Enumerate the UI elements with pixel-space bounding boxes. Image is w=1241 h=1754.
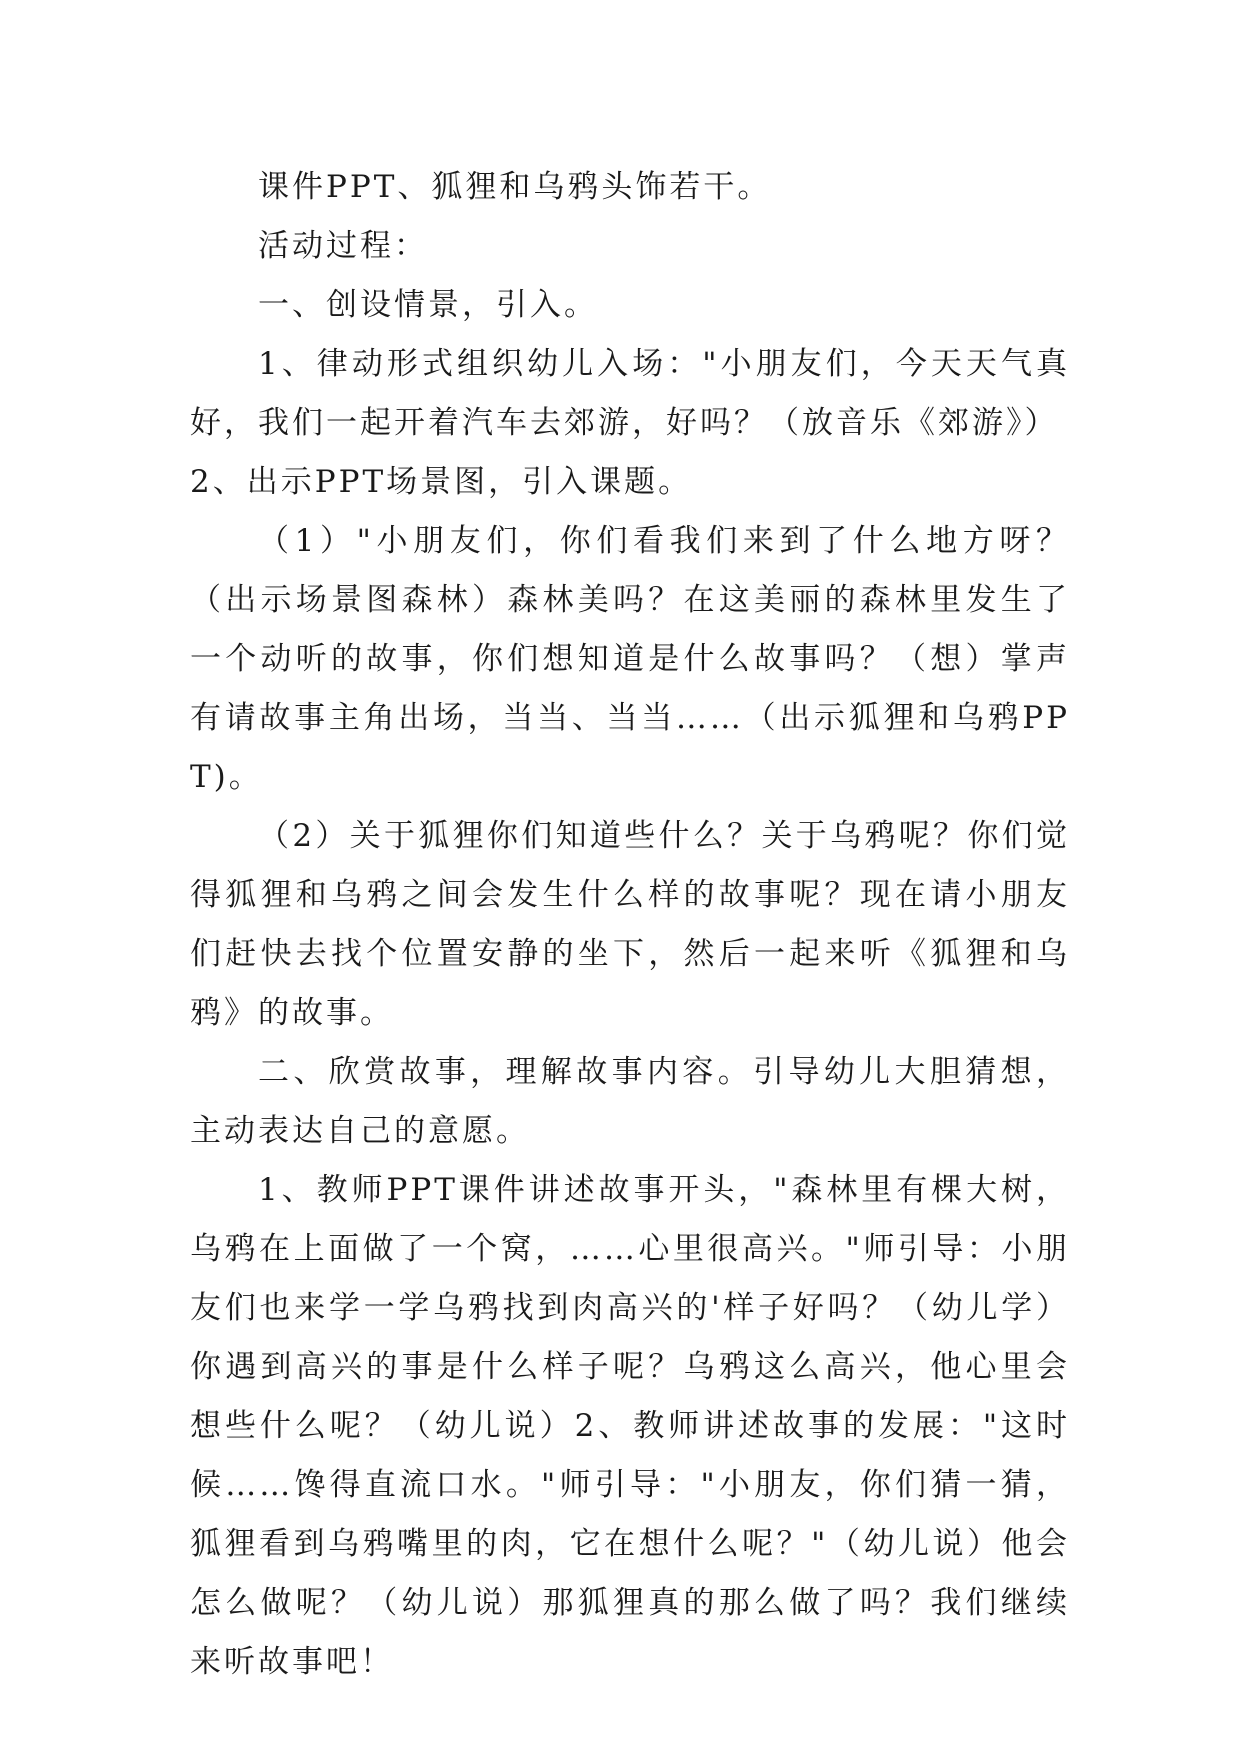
paragraph-materials: 课件PPT、狐狸和乌鸦头饰若干。: [258, 169, 772, 205]
paragraph-step-2: 2、出示PPT场景图，引入课题。: [190, 464, 693, 500]
paragraph-activity-process: 活动过程：: [258, 228, 428, 264]
paragraph-step-1: 1、律动形式组织幼儿入场："小朋友们，今天天气真好，我们一起开着汽车去郊游，好吗？（放音乐《郊游》）: [190, 346, 1070, 441]
paragraph-substep-2: （2）关于狐狸你们知道些什么？关于乌鸦呢？你们觉得狐狸和乌鸦之间会发生什么样的故事呢？现在请小朋友们赶快去找个位置安静的坐下，然后一起来听《狐狸和乌鸦》的故事。: [190, 818, 1070, 1031]
section-heading-1: 一、创设情景，引入。: [258, 287, 598, 323]
document-body: [190, 158, 1070, 1692]
paragraph-substep-1: （1）"小朋友们，你们看我们来到了什么地方呀？（出示场景图森林）森林美吗？在这美丽的森林里发生了一个动听的故事，你们想知道是什么故事吗？（想）掌声有请故事主角出场，当当、当当……（出示狐狸和乌鸦PPT)。: [190, 523, 1070, 795]
paragraph-story-steps: 1、教师PPT课件讲述故事开头，"森林里有棵大树，乌鸦在上面做了一个窝，……心里很高兴。"师引导：小朋友们也来学一学乌鸦找到肉高兴的'样子好吗？（幼儿学）你遇到高兴的事是什么样子呢？乌鸦这么高兴，他心里会想些什么呢？（幼儿说）2、教师讲述故事的发展："这时候……馋得直流口水。"师引导："小朋友，你们猜一猜，狐狸看到乌鸦嘴里的肉，它在想什么呢？"（幼儿说）他会怎么做呢？（幼儿说）那狐狸真的那么做了吗？我们继续来听故事吧！: [190, 1172, 1070, 1680]
section-heading-2: 二、欣赏故事，理解故事内容。引导幼儿大胆猜想，主动表达自己的意愿。: [190, 1054, 1070, 1149]
